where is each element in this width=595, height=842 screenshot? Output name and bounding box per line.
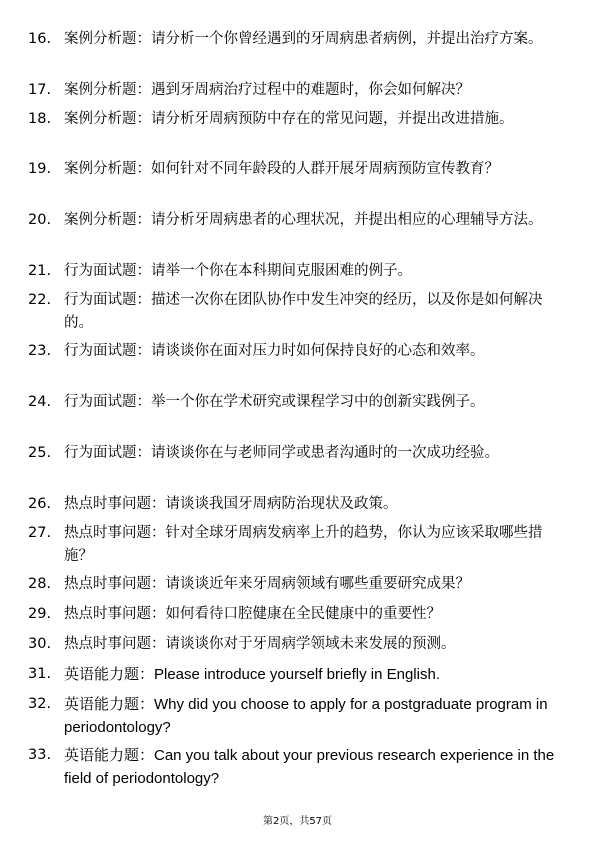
question-number: 23. — [28, 343, 52, 359]
page-footer — [0, 815, 595, 829]
question-text: 案例分析题：请分析牙周病预防中存在的常见问题，并提出改进措施。 — [64, 111, 514, 127]
question-text: 行为面试题：请谈谈你在与老师同学或患者沟通时的一次成功经验。 — [64, 445, 499, 461]
list-item — [28, 522, 558, 568]
list-item — [28, 289, 558, 335]
question-text: 行为面试题：举一个你在学术研究或课程学习中的创新实践例子。 — [64, 394, 485, 410]
question-text: 行为面试题：请谈谈你在面对压力时如何保持良好的心态和效率。 — [64, 343, 485, 359]
question-text: 案例分析题：请分析一个你曾经遇到的牙周病患者病例，并提出治疗方案。 — [64, 31, 543, 47]
list-item — [28, 573, 558, 596]
list-item — [28, 340, 558, 363]
question-number: 17. — [28, 82, 52, 98]
question-text: 热点时事问题：请谈谈我国牙周病防治现状及政策。 — [64, 496, 398, 512]
question-number: 30. — [28, 636, 52, 652]
question-number: 31. — [28, 666, 52, 682]
question-number: 28. — [28, 576, 52, 592]
list-item — [28, 744, 558, 790]
question-number: 26. — [28, 496, 52, 512]
question-number: 29. — [28, 606, 52, 622]
question-number: 18. — [28, 111, 52, 127]
list-item — [28, 633, 558, 656]
question-number: 21. — [28, 263, 52, 279]
question-number: 16. — [28, 31, 52, 47]
question-text: 英语能力题：Please introduce yourself briefly in English. — [64, 666, 440, 683]
question-number: 22. — [28, 292, 52, 308]
question-text: 案例分析题：遇到牙周病治疗过程中的难题时，你会如何解决？ — [64, 82, 470, 98]
question-text: 案例分析题：请分析牙周病患者的心理状况，并提出相应的心理辅导方法。 — [64, 212, 543, 228]
list-item — [28, 28, 558, 51]
list-item — [28, 603, 558, 626]
question-text: 行为面试题：请举一个你在本科期间克服困难的例子。 — [64, 263, 412, 279]
list-item — [28, 108, 558, 131]
list-item — [28, 260, 558, 283]
question-text: 热点时事问题：请谈谈你对于牙周病学领域未来发展的预测。 — [64, 636, 456, 652]
list-item — [28, 663, 558, 686]
list-item — [28, 79, 558, 102]
question-text: 英语能力题：Why did you choose to apply for a postgraduate program in periodontology? — [64, 696, 548, 736]
list-item — [28, 158, 558, 181]
question-text: 热点时事问题：针对全球牙周病发病率上升的趋势，你认为应该采取哪些措施？ — [64, 525, 543, 564]
question-text: 行为面试题：描述一次你在团队协作中发生冲突的经历，以及你是如何解决的。 — [64, 292, 543, 331]
question-text: 热点时事问题：如何看待口腔健康在全民健康中的重要性？ — [64, 606, 441, 622]
question-number: 20. — [28, 212, 52, 228]
question-number: 19. — [28, 161, 52, 177]
question-text: 英语能力题：Can you talk about your previous research experience in the field of periodontology? — [64, 747, 555, 787]
question-number: 33. — [28, 747, 52, 763]
question-number: 24. — [28, 394, 52, 410]
list-item — [28, 442, 558, 465]
list-item — [28, 209, 558, 232]
list-item — [28, 493, 558, 516]
question-number: 25. — [28, 445, 52, 461]
question-text: 案例分析题：如何针对不同年龄段的人群开展牙周病预防宣传教育？ — [64, 161, 499, 177]
question-number: 27. — [28, 525, 52, 541]
question-text: 热点时事问题：请谈谈近年来牙周病领域有哪些重要研究成果？ — [64, 576, 470, 592]
list-item — [28, 391, 558, 414]
page-number-label: 第2页，共57页 — [262, 816, 333, 827]
question-number: 32. — [28, 696, 52, 712]
list-item — [28, 693, 558, 739]
